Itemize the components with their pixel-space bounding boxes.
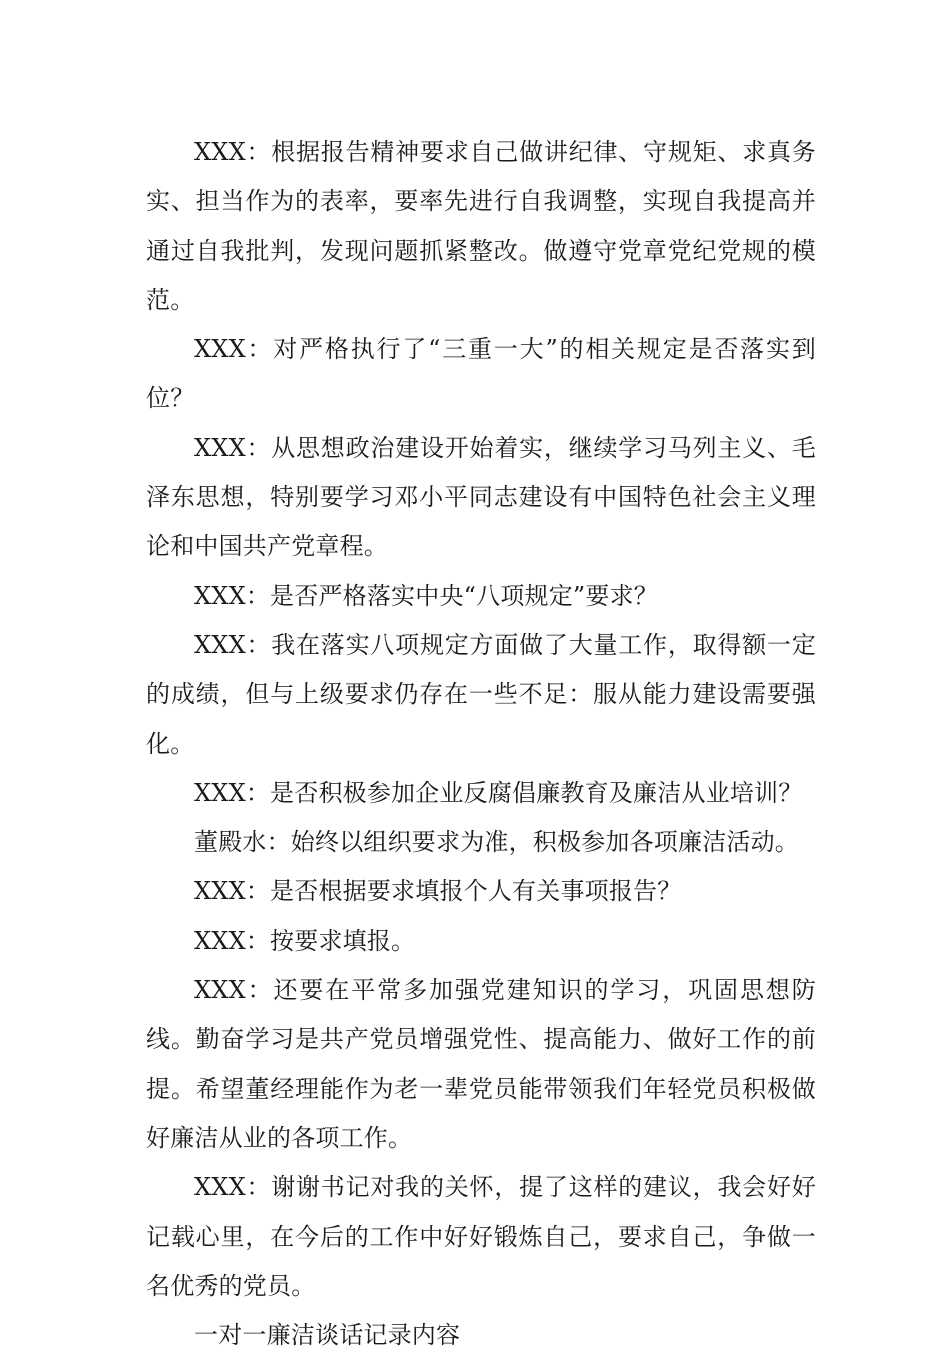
paragraph-6: XXX：是否积极参加企业反腐倡廉教育及廉洁从业培训？ — [194, 778, 803, 807]
paragraph-10: XXX：还要在平常多加强党建知识的学习，巩固思想防线。勤奋学习是共产党员增强党性、提高能力、做好工作的前提。希望董经理能作为老一辈党员能带领我们年轻党员积极做好廉洁从业的各项工作。 — [146, 976, 816, 1152]
paragraph-11: XXX：谢谢书记对我的关怀，提了这样的建议，我会好好记载心里，在今后的工作中好好锻炼自己，要求自己，争做一名优秀的党员。 — [146, 1173, 816, 1300]
paragraph-7: 董殿水：始终以组织要求为准，积极参加各项廉洁活动。 — [194, 828, 799, 857]
section-heading: 一对一廉洁谈话记录内容 — [194, 1321, 461, 1350]
paragraph-1: XXX：根据报告精神要求自己做讲纪律、守规矩、求真务实、担当作为的表率，要率先进行自我调整，实现自我提高并通过自我批判，发现问题抓紧整改。做遵守党章党纪党规的模范。 — [146, 138, 816, 314]
paragraph-5: XXX：我在落实八项规定方面做了大量工作，取得额一定的成绩，但与上级要求仍存在一些不足：服从能力建设需要强化。 — [146, 630, 816, 758]
document-body — [146, 128, 816, 1360]
paragraph-4: XXX：是否严格落实中央“八项规定”要求？ — [194, 581, 658, 610]
paragraph-2: XXX：对严格执行了“三重一大”的相关规定是否落实到位？ — [146, 335, 816, 413]
paragraph-3: XXX：从思想政治建设开始着实，继续学习马列主义、毛泽东思想，特别要学习邓小平同志建设有中国特色社会主义理论和中国共产党章程。 — [146, 433, 816, 561]
paragraph-8: XXX：是否根据要求填报个人有关事项报告？ — [194, 877, 682, 906]
paragraph-9: XXX：按要求填报。 — [194, 926, 416, 955]
